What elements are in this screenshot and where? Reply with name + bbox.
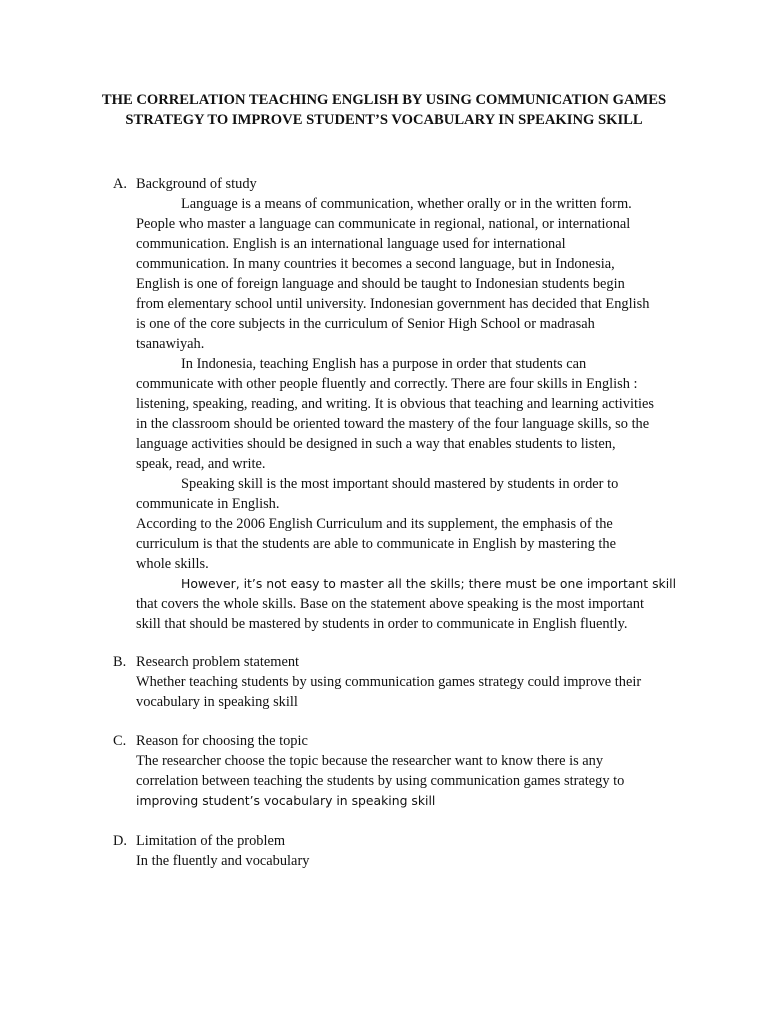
section-body	[136, 194, 696, 634]
text-line: Whether teaching students by using communication games strategy could improve their	[136, 674, 642, 690]
section-reason-topic	[0, 731, 768, 811]
text-line: in the classroom should be oriented toward the mastery of the four language skills, so the	[136, 416, 650, 432]
text-line: The researcher choose the topic because the researcher want to know there is any	[136, 753, 604, 769]
text-line: Speaking skill is the most important should mastered by students in order to	[181, 476, 619, 492]
section-letter: C.	[113, 733, 127, 749]
title-line: THE CORRELATION TEACHING ENGLISH BY USING COMMUNICATION GAMES	[101, 92, 667, 108]
text-line: Language is a means of communication, whether orally or in the written form.	[181, 196, 632, 212]
text-line: improving student’s vocabulary in speaking skill	[136, 793, 436, 808]
text-line: whole skills.	[136, 556, 209, 572]
section-heading-text: Reason for choosing the topic	[136, 733, 308, 749]
text-line: skill that should be mastered by students in order to communicate in English fluently.	[136, 616, 628, 632]
section-body	[136, 751, 696, 811]
title-line: STRATEGY TO IMPROVE STUDENT’S VOCABULARY IN SPEAKING SKILL	[125, 112, 643, 128]
section-letter: A.	[113, 176, 127, 192]
text-line: According to the 2006 English Curriculum and its supplement, the emphasis of the	[136, 516, 613, 532]
section-heading-text: Limitation of the problem	[136, 833, 286, 849]
section-limitation	[0, 831, 768, 871]
text-line: In the fluently and vocabulary	[136, 853, 310, 869]
text-line: English is one of foreign language and should be taught to Indonesian students begin	[136, 276, 625, 292]
text-line: from elementary school until university. Indonesian government has decided that English	[136, 296, 650, 312]
section-letter: D.	[113, 833, 127, 849]
text-line: curriculum is that the students are able to communicate in English by mastering the	[136, 536, 616, 552]
text-line: However, it’s not easy to master all the skills; there must be one important skill	[181, 576, 677, 591]
section-body	[136, 851, 696, 871]
text-line: listening, speaking, reading, and writing. It is obvious that teaching and learning activities	[136, 396, 654, 412]
text-line: speak, read, and write.	[136, 456, 266, 472]
text-line: tsanawiyah.	[136, 336, 205, 352]
text-line: communicate with other people fluently and correctly. There are four skills in English :	[136, 376, 638, 392]
section-heading-text: Research problem statement	[136, 654, 300, 670]
section-body	[136, 672, 696, 712]
document-title	[60, 90, 708, 130]
text-line: that covers the whole skills. Base on the statement above speaking is the most important	[136, 596, 644, 612]
text-line: vocabulary in speaking skill	[136, 694, 298, 710]
text-line: communication. In many countries it becomes a second language, but in Indonesia,	[136, 256, 615, 272]
text-line: is one of the core subjects in the curriculum of Senior High School or madrasah	[136, 316, 595, 332]
section-letter: B.	[113, 654, 127, 670]
section-research-problem	[0, 652, 768, 712]
text-line: correlation between teaching the students by using communication games strategy to	[136, 773, 625, 789]
text-line: In Indonesia, teaching English has a purpose in order that students can	[181, 356, 587, 372]
text-line: People who master a language can communicate in regional, national, or international	[136, 216, 631, 232]
section-background	[0, 174, 768, 634]
text-line: communication. English is an international language used for international	[136, 236, 566, 252]
section-heading-text: Background of study	[136, 176, 257, 192]
text-line: communicate in English.	[136, 496, 280, 512]
text-line: language activities should be designed in such a way that enables students to listen,	[136, 436, 616, 452]
